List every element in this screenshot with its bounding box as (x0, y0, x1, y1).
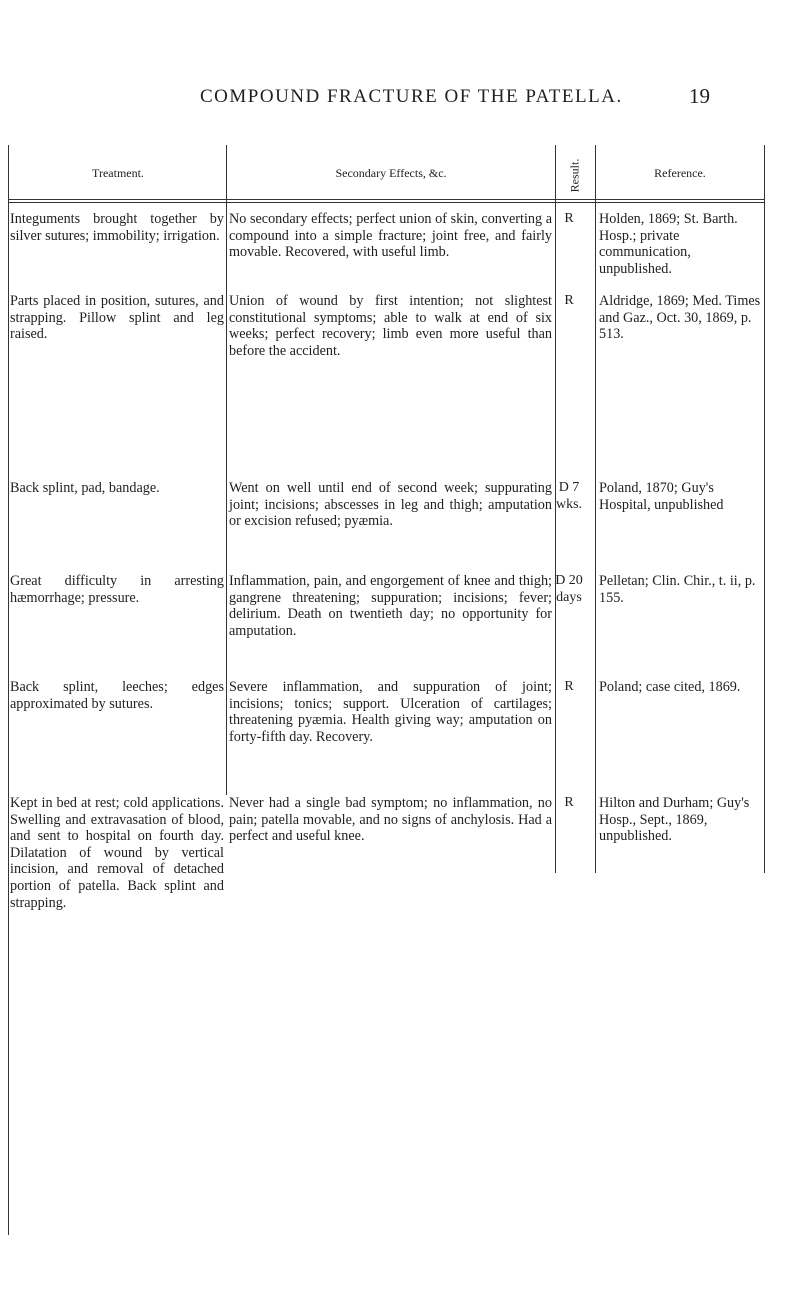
secondary-effects-cell: Went on well until end of second week; suppurating joint; incisions; abscesses in leg and thigh; amputation or excision refused; pyæmia. (229, 480, 552, 530)
result-cell: R (564, 211, 574, 226)
table-left-border (8, 145, 9, 1235)
running-title: COMPOUND FRACTURE OF THE PATELLA. (200, 86, 623, 107)
reference-cell: Poland, 1870; Guy's Hospital, unpublished (599, 480, 724, 513)
column-divider (595, 145, 596, 873)
treatment-cell: Great difficulty in arresting hæmorrhage; pressure. (10, 573, 224, 606)
header-secondary-effects: Secondary Effects, &c. (335, 166, 447, 180)
result-cell: R (564, 795, 574, 810)
header-treatment: Treatment. (92, 166, 144, 180)
reference-cell: Poland; case cited, 1869. (599, 679, 741, 695)
page-number: 19 (689, 84, 710, 108)
header-rule (8, 202, 765, 203)
reference-cell: Hilton and Durham; Guy's Hosp., Sept., 1869, unpublished. (599, 795, 750, 845)
treatment-cell: Integuments brought together by silver sutures; immobility; irrigation. (10, 211, 224, 244)
header-reference: Reference. (654, 166, 706, 180)
secondary-effects-cell: No secondary effects; perfect union of skin, converting a compound into a simple fracture; joint free, and fairly movable. Recovered, with useful limb. (229, 211, 552, 261)
secondary-effects-cell: Severe inflammation, and suppuration of joint; incisions; tonics; support. Ulceration of cartilages; threatening pyæmia. Health giving way; amputation on forty-fifth day. Recovery. (229, 679, 552, 745)
header-result: Result. (567, 158, 582, 192)
result-cell: D 20 days (555, 573, 583, 605)
secondary-effects-cell: Union of wound by first intention; not slightest constitutional symptoms; able to walk at end of six weeks; perfect recovery; limb even more useful than before the accident. (229, 293, 552, 359)
reference-cell: Aldridge, 1869; Med. Times and Gaz., Oct. 30, 1869, p. 513. (599, 293, 761, 343)
secondary-effects-cell: Inflammation, pain, and engorgement of knee and thigh; gangrene threatening; suppuration; incisions; fever; delirium. Death on twentieth day; no opportunity for amputation. (229, 573, 552, 639)
treatment-cell: Parts placed in position, sutures, and strapping. Pillow splint and leg raised. (10, 293, 224, 343)
result-cell: R (564, 679, 574, 694)
reference-cell: Holden, 1869; St. Barth. Hosp.; private communication, unpublished. (599, 211, 738, 277)
treatment-cell: Back splint, pad, bandage. (10, 480, 160, 496)
secondary-effects-cell: Never had a single bad symptom; no inflammation, no pain; patella movable, and no signs of anchylosis. Had a perfect and useful knee. (229, 795, 552, 845)
table-right-border (764, 145, 765, 873)
result-cell: R (564, 293, 574, 308)
reference-cell: Pelletan; Clin. Chir., t. ii, p. 155. (599, 573, 756, 606)
result-cell: D 7 wks. (555, 480, 583, 512)
header-rule (8, 199, 765, 200)
column-divider (226, 145, 227, 795)
treatment-cell: Back splint, leeches; edges approximated by sutures. (10, 679, 224, 712)
treatment-cell: Kept in bed at rest; cold applications. Swelling and extravasation of blood, and sent to hospital on fourth day. Dilatation of wound by vertical incision, and removal of detached portion of patella. Back splint and strapping. (10, 795, 224, 911)
